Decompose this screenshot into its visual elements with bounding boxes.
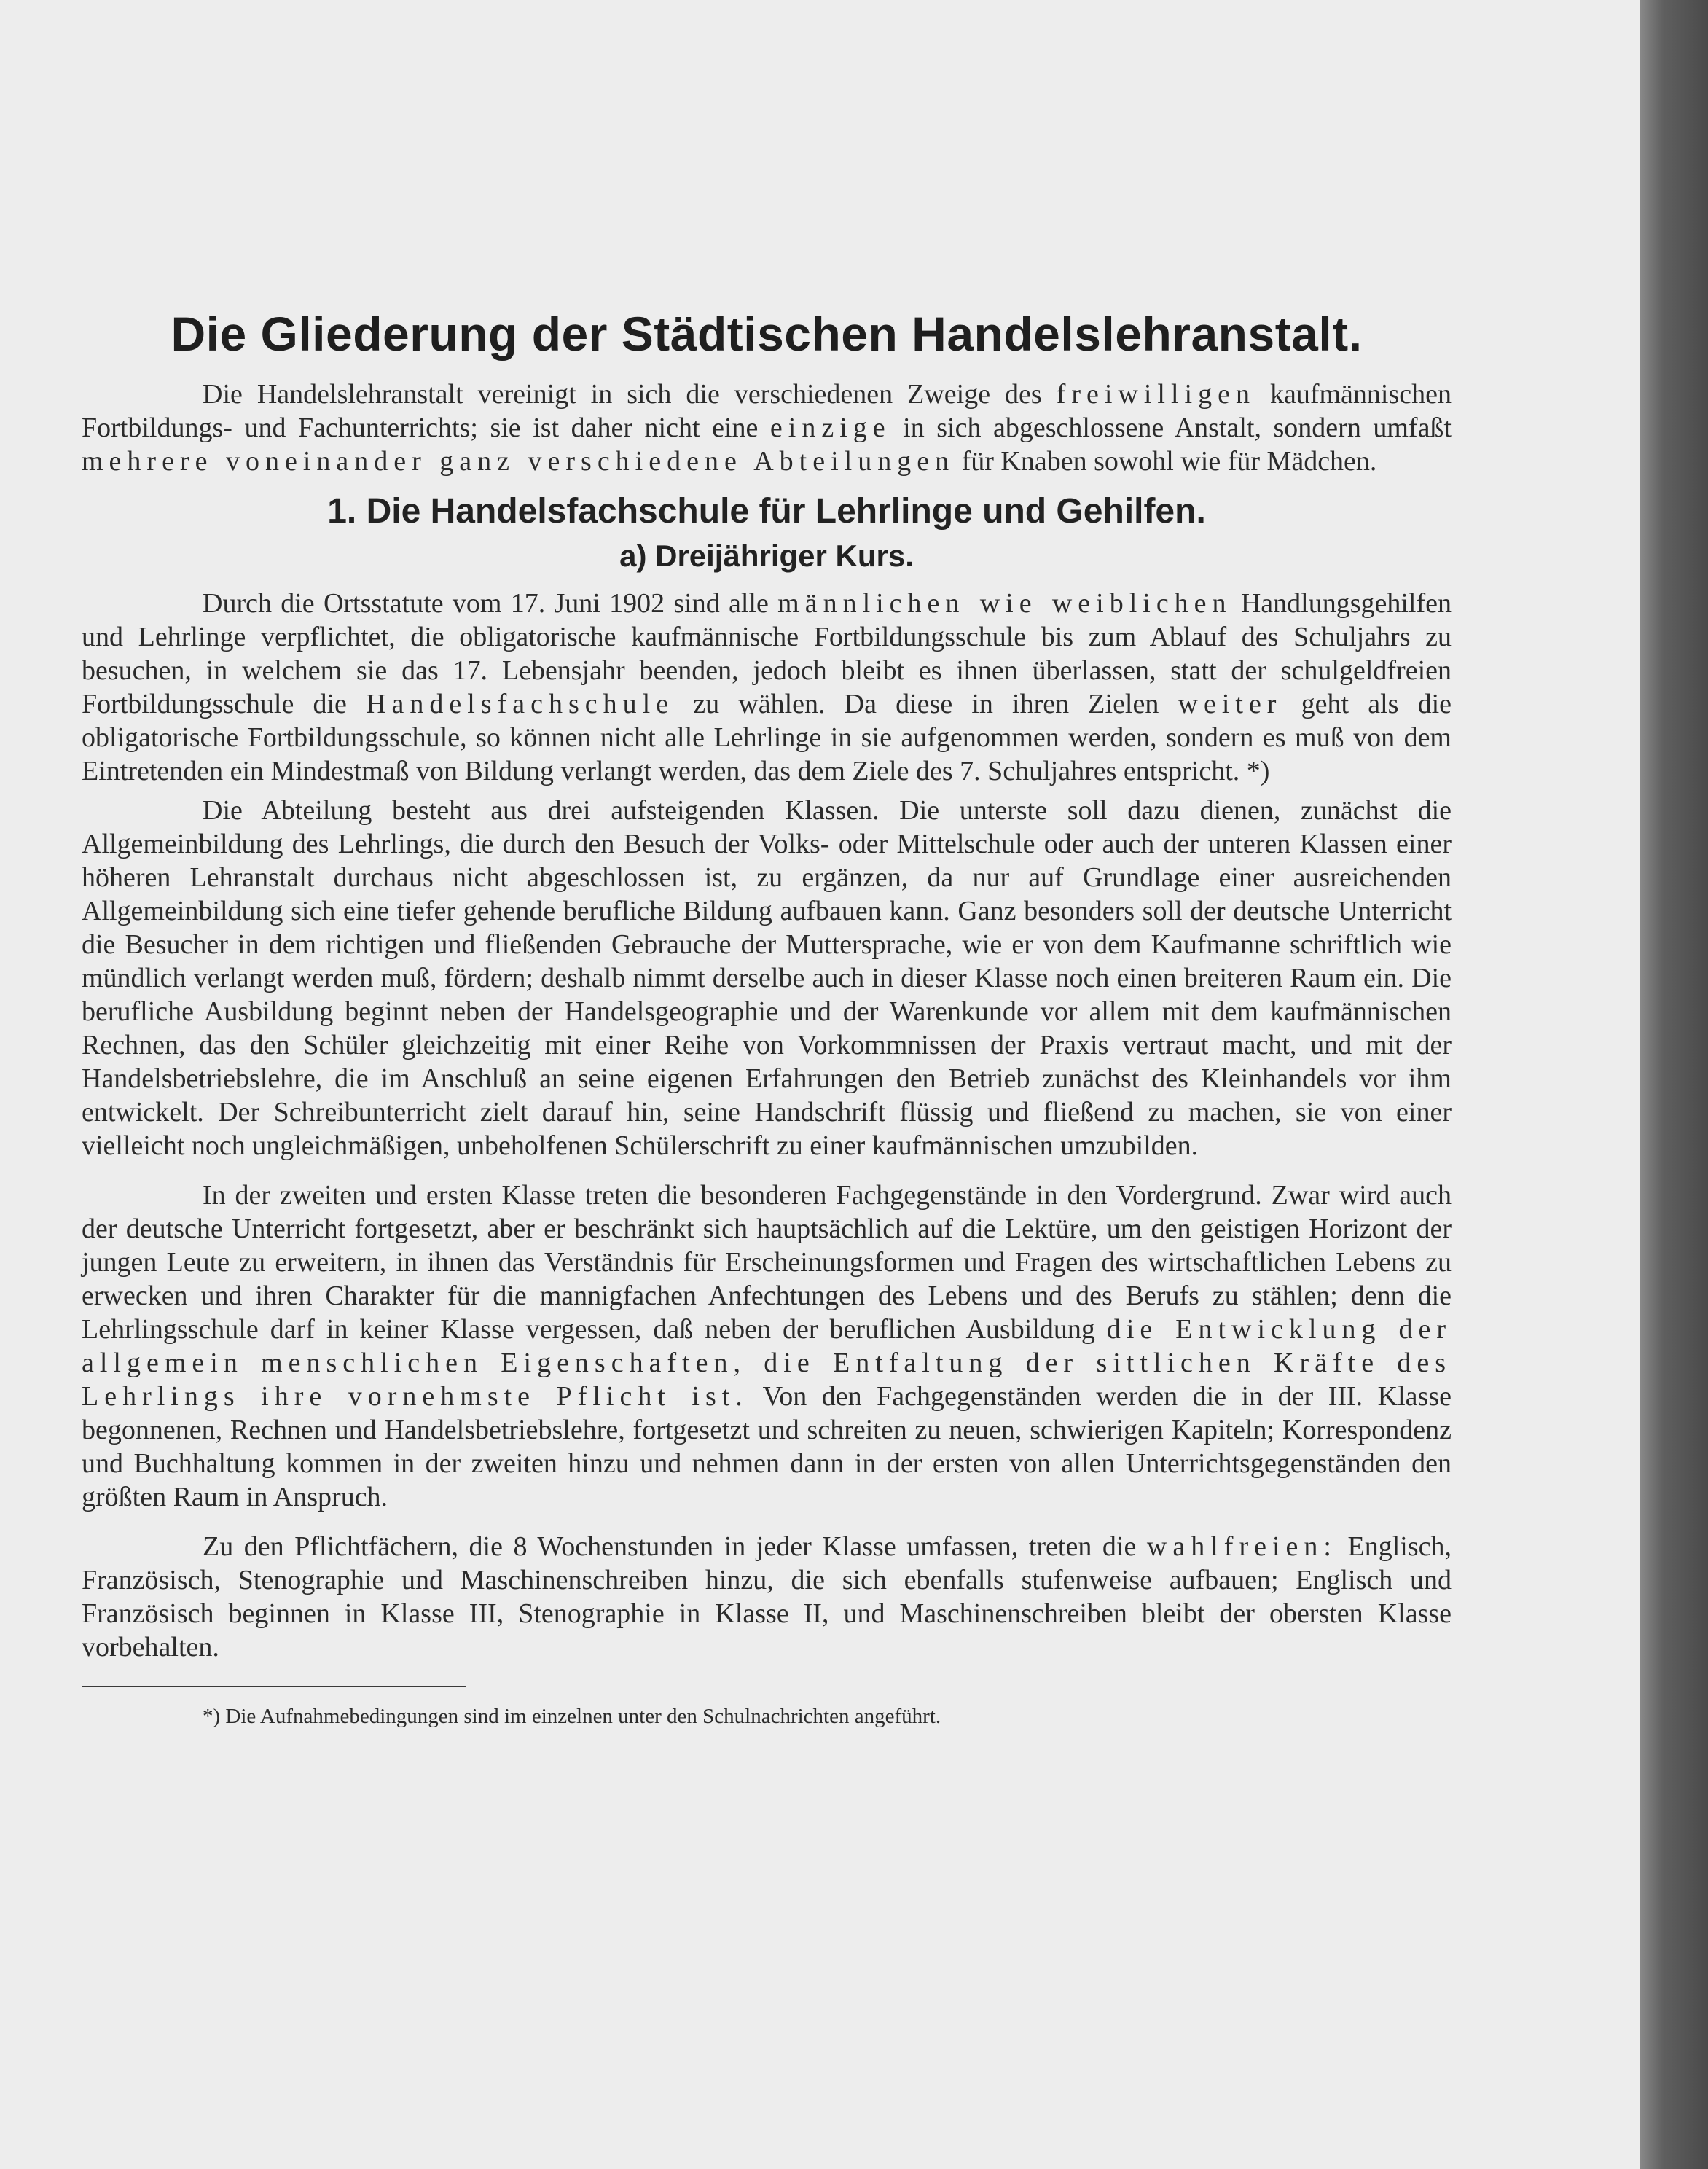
intro-emphasis-2: einzige xyxy=(769,413,891,443)
intro-text-3: in sich abgeschlossene Anstalt, sondern umfaßt xyxy=(890,413,1452,443)
para1-text-2: Handlungsgehilfen und Lehrlinge verpflichtet, die obligatorische kaufmännische Fortbildungsschule bis zum Ablauf des Schuljahrs zu besuchen, in welchem sie das 17. Lebensjahr beenden, jedoch bleibt es ihnen überlassen, statt der schulgeldfreien Fortbildungsschule die xyxy=(82,588,1452,719)
document-body xyxy=(82,306,1452,1730)
page-edge-shadow xyxy=(1640,0,1708,2169)
paragraph-pflichtfaecher xyxy=(82,1530,1452,1664)
para1-text-1: Durch die Ortsstatute vom 17. Juni 1902 sind alle xyxy=(203,588,778,619)
para4-emphasis-1: wahlfreien: xyxy=(1146,1531,1337,1562)
para1-emphasis-2: Handelsfachschule xyxy=(366,689,675,719)
intro-text-4: für Knaben sowohl wie für Mädchen. xyxy=(955,446,1377,477)
para1-text-4: geht als die obligatorische Fortbildungsschule, so können nicht alle Lehrlinge in sie aufgenommen werden, sondern es muß von dem Eintretenden ein Mindestmaß von Bildung verlangt werden, das dem Ziele des 7. Schuljahres entspricht. *) xyxy=(82,689,1452,786)
para1-emphasis-1: männlichen wie weiblichen xyxy=(777,588,1232,619)
footnote: *) Die Aufnahmebedingungen sind im einzelnen unter den Schulnachrichten angeführt. xyxy=(203,1705,941,1728)
subsection-heading: a) Dreijähriger Kurs. xyxy=(619,539,914,573)
intro-text-1: Die Handelslehranstalt vereinigt in sich die verschiedenen Zweige des xyxy=(203,379,1057,410)
para4-text-1: Zu den Pflichtfächern, die 8 Wochenstunden in jeder Klasse umfassen, treten die xyxy=(203,1531,1147,1562)
document-title: Die Gliederung der Städtischen Handelslehranstalt. xyxy=(171,307,1363,361)
footnote-divider xyxy=(82,1686,466,1687)
intro-emphasis-1: freiwilligen xyxy=(1056,379,1255,410)
para3-text-2: Von den Fachgegenständen werden die in der III. Klasse begonnenen, Rechnen und Handelsbetriebslehre, fortgesetzt und schreiten zu neuen, schwierigen Kapiteln; Korrespondenz und Buchhaltung kommen in der zweiten hinzu und nehmen dann in der ersten von allen Unterrichtsgegenständen den größten Raum in Anspruch. xyxy=(82,1381,1452,1512)
intro-paragraph xyxy=(82,378,1452,478)
para4-text-2: Englisch, Französisch, Stenographie und Maschinenschreiben hinzu, die sich ebenfalls stufenweise aufbauen; Englisch und Französisch beginnen in Klasse III, Stenographie in Klasse II, und Maschinenschreiben bleibt der obersten Klasse vorbehalten. xyxy=(82,1531,1452,1662)
paragraph-zweite-klasse xyxy=(82,1179,1452,1514)
para1-text-3: zu wählen. Da diese in ihren Zielen xyxy=(674,689,1178,719)
paragraph-ortsstatute xyxy=(82,587,1452,788)
para1-emphasis-3: weiter xyxy=(1178,689,1282,719)
intro-text-2: kaufmännischen Fortbildungs- und Fachunterrichts; sie ist daher nicht eine xyxy=(82,379,1452,443)
section-heading: 1. Die Handelsfachschule für Lehrlinge und Gehilfen. xyxy=(327,492,1206,531)
para3-text-1: In der zweiten und ersten Klasse treten die besonderen Fachgegenstände in den Vordergrund. Zwar wird auch der deutsche Unterricht fortgesetzt, aber er beschränkt sich hauptsächlich auf die Lektüre, um den geistigen Horizont der jungen Leute zu erweitern, in ihnen das Verständnis für Erscheinungsformen und Fragen des wirtschaftlichen Lebens zu erwecken und ihren Charakter für die mannigfachen Anfechtungen des Lebens und des Berufs zu stählen; denn die Lehrlingsschule darf in keiner Klasse vergessen, daß neben der beruflichen Ausbildung xyxy=(82,1180,1452,1345)
para3-emphasis-1: die Entwicklung der allgemein menschlichen Eigenschaften, die Entfaltung der sittlichen Kräfte des Lehrlings ihre vornehmste Pflicht ist. xyxy=(82,1314,1452,1412)
intro-emphasis-3: mehrere voneinander ganz verschiedene Abteilungen xyxy=(82,446,955,477)
paragraph-abteilung: Die Abteilung besteht aus drei aufsteigenden Klassen. Die unterste soll dazu dienen, zunächst die Allgemeinbildung des Lehrlings, die durch den Besuch der Volks- oder Mittelschule oder auch der unteren Klassen einer höheren Lehranstalt durchaus nicht abgeschlossen ist, zu ergänzen, da nur auf Grundlage einer ausreichenden Allgemeinbildung sich eine tiefer gehende berufliche Bildung aufbauen kann. Ganz besonders soll der deutsche Unterricht die Besucher in dem richtigen und fließenden Gebrauche der Muttersprache, wie er von dem Kaufmanne schriftlich wie mündlich verlangt werden muß, fördern; deshalb nimmt derselbe auch in dieser Klasse noch einen breiteren Raum ein. Die berufliche Ausbildung beginnt neben der Handelsgeographie und der Warenkunde vor allem mit dem kaufmännischen Rechnen, das den Schüler gleichzeitig mit einer Reihe von Vorkommnissen der Praxis vertraut macht, und mit der Handelsbetriebslehre, die im Anschluß an seine eigenen Erfahrungen den Betrieb zunächst des Kleinhandels vor ihm entwickelt. Der Schreibunterricht zielt darauf hin, seine Handschrift flüssig und fließend zu machen, sie von einer vielleicht noch ungleichmäßigen, unbeholfenen Schülerschrift zu einer kaufmännischen umzubilden. xyxy=(82,795,1452,1161)
